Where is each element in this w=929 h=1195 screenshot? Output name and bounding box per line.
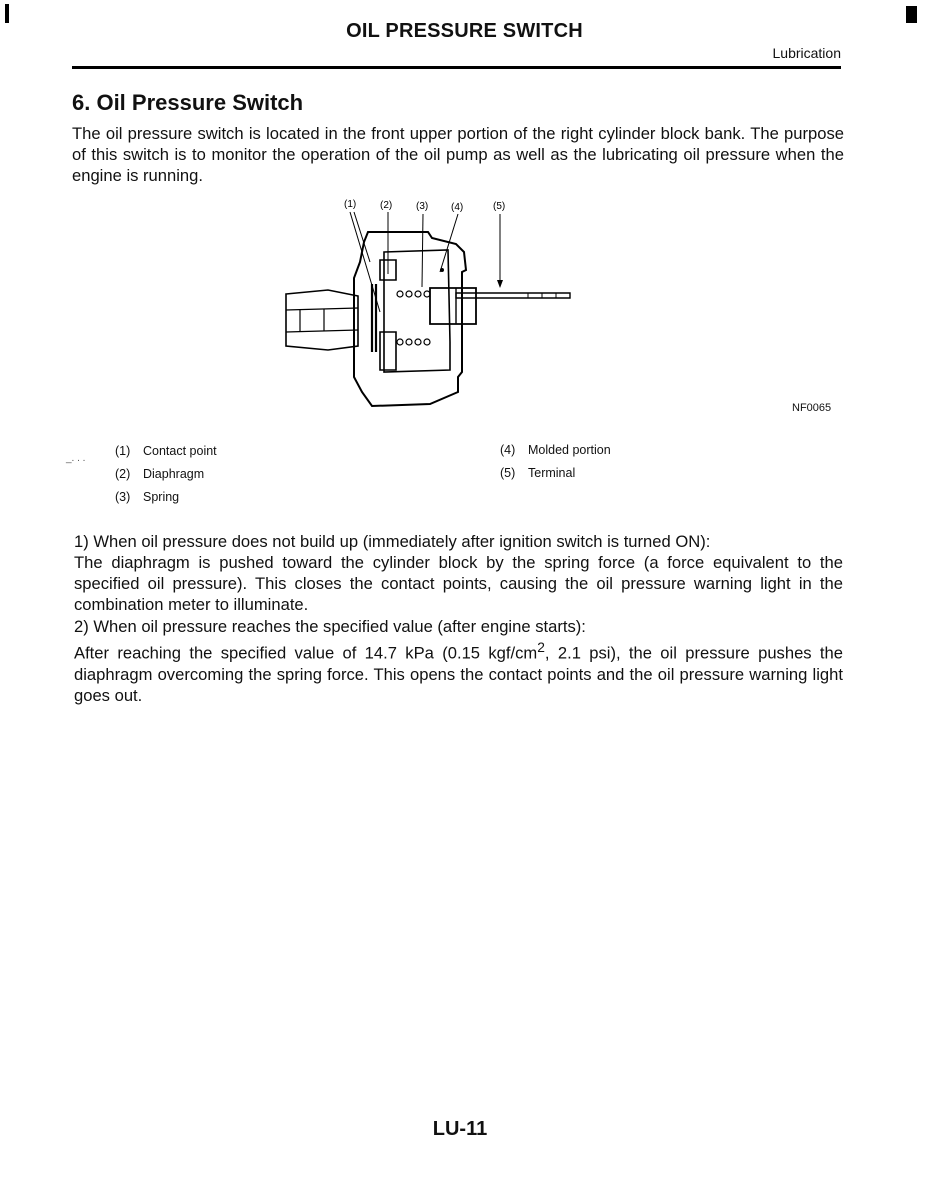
paragraph-heading: 1) When oil pressure does not build up (immediately after ignition switch is turned ON): bbox=[74, 532, 711, 551]
callout-3: (3) bbox=[416, 201, 429, 212]
legend-label: Diaphragm bbox=[143, 467, 205, 481]
page-header-section: Lubrication bbox=[772, 45, 841, 61]
callout-2: (2) bbox=[380, 200, 393, 211]
figure-code: NF0065 bbox=[792, 402, 832, 414]
scan-artifact: _. . . bbox=[66, 453, 86, 464]
vent-dot bbox=[440, 268, 444, 272]
page-header-title: OIL PRESSURE SWITCH bbox=[346, 20, 583, 42]
legend-number: (5) bbox=[500, 466, 516, 480]
callout-5: (5) bbox=[493, 201, 506, 212]
legend-item bbox=[115, 486, 217, 509]
legend-label: Spring bbox=[143, 490, 180, 504]
section-heading: 6. Oil Pressure Switch bbox=[72, 90, 304, 115]
spring-coils bbox=[397, 291, 430, 345]
legend-item bbox=[115, 440, 217, 463]
legend-number: (2) bbox=[115, 467, 131, 481]
callout-4: (4) bbox=[451, 202, 464, 213]
paragraph-heading: 2) When oil pressure reaches the specified value (after engine starts): bbox=[74, 617, 586, 636]
paragraph-body bbox=[74, 637, 843, 706]
legend-item bbox=[500, 462, 611, 485]
switch-body bbox=[286, 232, 570, 406]
legend-label: Contact point bbox=[143, 444, 217, 458]
legend-right bbox=[500, 439, 611, 485]
paragraph-body-part: , 2.1 psi), the oil pressure pushes the diaphragm overcoming the spring force. This opens the contact points and the oil pressure warning light goes out. bbox=[74, 643, 843, 705]
legend-label: Terminal bbox=[528, 466, 576, 480]
oil-pressure-switch-diagram bbox=[280, 192, 580, 417]
paragraph-body: The diaphragm is pushed toward the cylinder block by the spring force (a force equivalent to the specified oil pressure). This closes the contact points, causing the oil pressure warning light in the combination meter to illuminate. bbox=[74, 553, 843, 614]
legend-item bbox=[115, 463, 217, 486]
superscript-2: 2 bbox=[537, 639, 545, 655]
intro-paragraph: The oil pressure switch is located in the front upper portion of the right cylinder block bank. The purpose of this switch is to monitor the operation of the oil pump as well as the lubricating oil pressure when the engine is running. bbox=[72, 124, 844, 185]
legend-number: (4) bbox=[500, 443, 516, 457]
page-number: LU-11 bbox=[432, 1118, 488, 1140]
switch-cross-section-drawing bbox=[280, 192, 580, 417]
paragraph-pressure-reached bbox=[74, 616, 843, 706]
header-rule bbox=[72, 66, 841, 69]
legend-item bbox=[500, 439, 611, 462]
legend-label: Molded portion bbox=[528, 443, 611, 457]
paragraph-body-part: After reaching the specified value of 14.7 kPa (0.15 kgf/cm bbox=[74, 643, 538, 663]
callout-1: (1) bbox=[344, 199, 357, 210]
leader-arrow-5 bbox=[497, 280, 503, 288]
legend-number: (3) bbox=[115, 490, 131, 504]
legend-number: (1) bbox=[115, 444, 131, 458]
paragraph-low-pressure bbox=[74, 531, 843, 615]
legend-left bbox=[115, 440, 217, 509]
